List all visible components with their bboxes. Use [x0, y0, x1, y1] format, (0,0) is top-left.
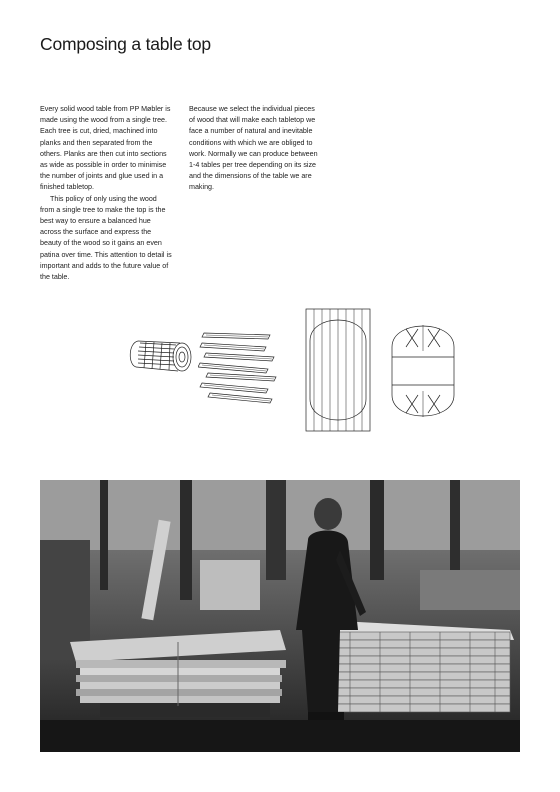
- process-illustrations: [124, 305, 464, 435]
- paragraph: Every solid wood table from PP Møbler is made using the wood from a single tree. Each tree is cut, dried, machined into planks and then separated from the others. Planks are then cut into sections as wide as possible in order to minimise the number of joints and glue used in a finished tabletop.: [40, 105, 171, 192]
- paragraph: Because we select the individual pieces of wood that will make each tabletop we face a number of natural and inevitable conditions with which we are obliged to work. Normally we can produce between 1-4 tables per tree depending on its size and the dimensions of the table we are making.: [189, 105, 318, 192]
- workshop-scene: [40, 480, 520, 752]
- paragraph: This policy of only using the wood from a single tree to make the top is the best way to ensure a balanced hue across the surface and express the beauty of the wood so it gains an even patina over time. This attention to detail is important and adds to the future value of the table.: [40, 194, 172, 282]
- log-illustration: [124, 333, 196, 377]
- text-column-right: [189, 104, 321, 194]
- oval-tabletop-planks-illustration: [302, 305, 374, 435]
- text-column-left: [40, 104, 172, 283]
- extendable-tabletop-illustration: [390, 315, 456, 427]
- planks-illustration: [198, 327, 278, 413]
- workshop-photo: [40, 480, 520, 752]
- page-title: Composing a table top: [40, 34, 211, 54]
